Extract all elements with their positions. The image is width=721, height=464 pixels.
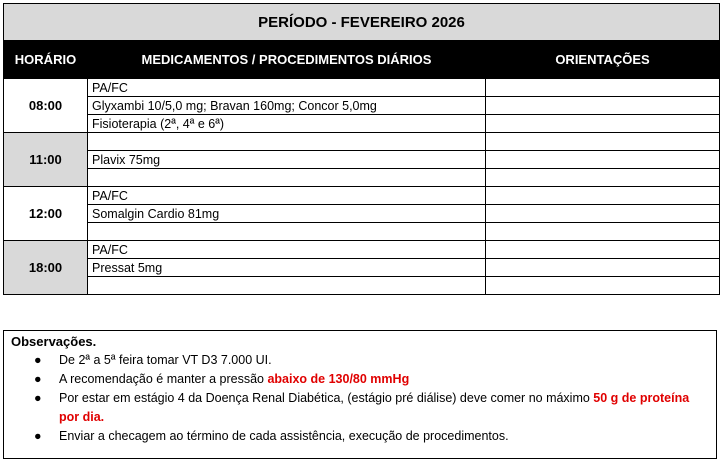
- orientation-cell: [486, 277, 720, 295]
- procedure-item: [88, 133, 486, 151]
- time-cell: 08:00: [4, 79, 88, 133]
- procedure-item: PA/FC: [88, 187, 486, 205]
- procedure-item: PA/FC: [88, 79, 486, 97]
- orientation-cell: [486, 79, 720, 97]
- table-row: [4, 259, 720, 277]
- list-item: [34, 351, 709, 370]
- procedure-item: Somalgin Cardio 81mg: [88, 205, 486, 223]
- time-cell: 12:00: [4, 187, 88, 241]
- orientation-cell: [486, 133, 720, 151]
- bullet-icon: ●: [34, 372, 42, 386]
- orientation-cell: [486, 115, 720, 133]
- observations-box: [3, 330, 717, 459]
- list-item: [34, 427, 709, 446]
- table-row: [4, 115, 720, 133]
- orientation-cell: [486, 205, 720, 223]
- procedure-item: PA/FC: [88, 241, 486, 259]
- observations-list: [34, 351, 709, 446]
- orientation-cell: [486, 223, 720, 241]
- bullet-icon: ●: [34, 391, 42, 405]
- orientation-cell: [486, 169, 720, 187]
- period-title: PERÍODO - FEVEREIRO 2026: [4, 4, 720, 41]
- column-header-medicamentos: MEDICAMENTOS / PROCEDIMENTOS DIÁRIOS: [88, 41, 486, 79]
- table-row: [4, 79, 720, 97]
- procedure-item: [88, 223, 486, 241]
- list-item: [34, 389, 709, 427]
- schedule-table: [3, 3, 720, 295]
- procedure-item: Fisioterapia (2ª, 4ª e 6ª): [88, 115, 486, 133]
- bullet-icon: ●: [34, 353, 42, 367]
- table-row: [4, 133, 720, 151]
- procedure-item: Plavix 75mg: [88, 151, 486, 169]
- orientation-cell: [486, 97, 720, 115]
- observations-title: Observações.: [11, 334, 97, 349]
- table-row: [4, 205, 720, 223]
- orientation-cell: [486, 151, 720, 169]
- observation-text: Enviar a checagem ao término de cada assistência, execução de procedimentos.: [59, 429, 509, 443]
- observation-text: A recomendação é manter a pressão: [59, 372, 268, 386]
- time-cell: 11:00: [4, 133, 88, 187]
- table-row: [4, 151, 720, 169]
- table-row: [4, 187, 720, 205]
- observation-highlight: abaixo de 130/80 mmHg: [267, 372, 410, 386]
- procedure-item: Glyxambi 10/5,0 mg; Bravan 160mg; Concor 5,0mg: [88, 97, 486, 115]
- procedure-item: Pressat 5mg: [88, 259, 486, 277]
- observation-highlight: 50 g de proteína por dia.: [59, 391, 690, 424]
- table-row: [4, 169, 720, 187]
- observation-text: Por estar em estágio 4 da Doença Renal Diabética, (estágio pré diálise) deve comer no máximo: [59, 391, 594, 405]
- procedure-item: [88, 277, 486, 295]
- orientation-cell: [486, 259, 720, 277]
- observation-text: De 2ª a 5ª feira tomar VT D3 7.000 UI.: [59, 353, 272, 367]
- orientation-cell: [486, 241, 720, 259]
- bullet-icon: ●: [34, 429, 42, 443]
- time-cell: 18:00: [4, 241, 88, 295]
- list-item: [34, 370, 709, 389]
- column-header-horario: HORÁRIO: [4, 41, 88, 79]
- table-row: [4, 277, 720, 295]
- table-row: [4, 223, 720, 241]
- orientation-cell: [486, 187, 720, 205]
- column-header-orientacoes: ORIENTAÇÕES: [486, 41, 720, 79]
- table-row: [4, 97, 720, 115]
- procedure-item: [88, 169, 486, 187]
- table-row: [4, 241, 720, 259]
